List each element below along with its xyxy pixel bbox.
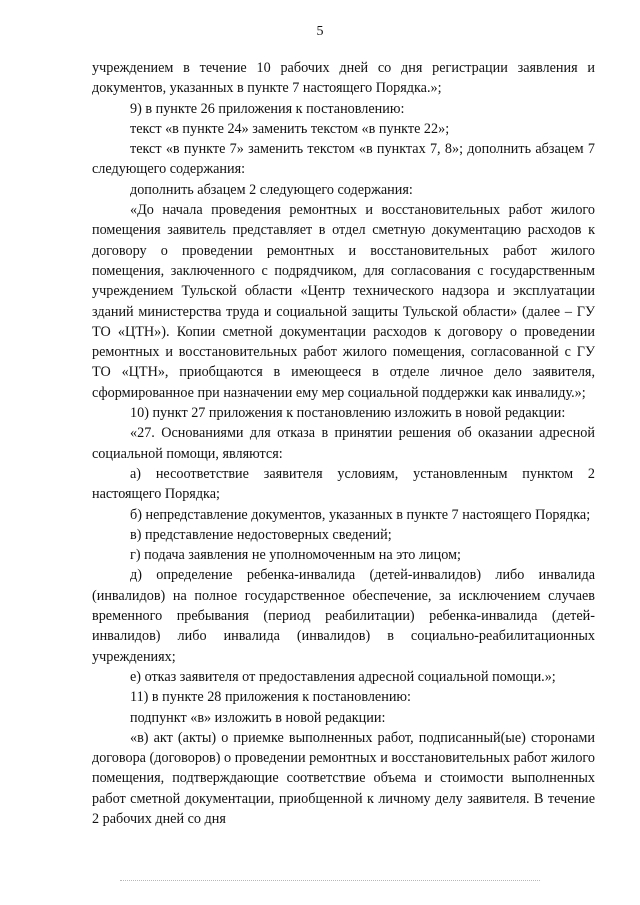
paragraph-quoted-insert: «До начала проведения ремонтных и восстановительных работ жилого помещения заявитель представляет в отдел сметную документацию расходов к договору о проведении ремонтных и восстановительных работ жилого помещения, заключенного с подрядчиком, для согласования с государственным учреждением Тульской области «Центр технического надзора и эксплуатации зданий министерства труда и социальной защиты Тульской области» (далее – ГУ ТО «ЦТН»). Копии сметной документации расходов к договору о проведении ремонтных и восстановительных работ жилого помещения, согласованной с ГУ ТО «ЦТН», приобщаются в имеющееся в отделе личное дело заявителя, сформированное при назначении ему мер социальной поддержки как инвалиду.»;: [92, 202, 595, 401]
paragraph-continuation: учреждением в течение 10 рабочих дней со дня регистрации заявления и документов, указанных в пункте 7 настоящего Порядка.»;: [92, 60, 595, 97]
paragraph-point-27: «27. Основаниями для отказа в принятии решения об оказании адресной социальной помощи, являются:: [92, 425, 595, 462]
paragraph-subitem-d: д) определение ребенка-инвалида (детей-инвалидов) либо инвалида (инвалидов) на полное государственное обеспечение, за исключением случаев временного пребывания (период реабилитации) ребенка-инвалида (детей-инвалидов) либо инвалида (инвалидов) в социально-реабилитационных учреждениях;: [92, 567, 595, 665]
paragraph-subitem-a: а) несоответствие заявителя условиям, установленным пунктом 2 настоящего Порядка;: [92, 465, 595, 503]
paragraph-subitem-g: г) подача заявления не уполномоченным на это лицом;: [130, 547, 461, 564]
paragraph-subitem-v-new: подпункт «в» изложить в новой редакции:: [130, 709, 386, 726]
paragraph-replace-text-2: текст «в пункте 7» заменить текстом «в пунктах 7, 8»; дополнить абзацем 7 следующего содержания:: [92, 141, 595, 178]
paragraph-add-abzac: дополнить абзацем 2 следующего содержания:: [130, 181, 413, 198]
scan-artifact-divider: [120, 880, 540, 881]
paragraph-subitem-v: в) представление недостоверных сведений;: [130, 526, 392, 543]
paragraph-replace-text-1: текст «в пункте 24» заменить текстом «в пункте 22»;: [130, 120, 450, 137]
page-number: 5: [316, 24, 324, 39]
document-body: [92, 58, 595, 829]
paragraph-subitem-e: е) отказ заявителя от предоставления адресной социальной помощи.»;: [130, 668, 556, 685]
paragraph-item-9: 9) в пункте 26 приложения к постановлению:: [130, 100, 405, 117]
paragraph-subitem-b: б) непредставление документов, указанных в пункте 7 настоящего Порядка;: [130, 506, 591, 523]
paragraph-item-11: 11) в пункте 28 приложения к постановлению:: [130, 689, 411, 706]
paragraph-item-10: 10) пункт 27 приложения к постановлению изложить в новой редакции:: [130, 405, 566, 422]
paragraph-act-text: «в) акт (акты) о приемке выполненных работ, подписанный(ые) сторонами договора (договоров) о проведении ремонтных и восстановительных работ жилого помещения, подтверждающие соответствие объема и стоимости выполненных работ сметной документации, приобщенной к личному делу заявителя. В течение 2 рабочих дней со дня: [92, 729, 595, 827]
